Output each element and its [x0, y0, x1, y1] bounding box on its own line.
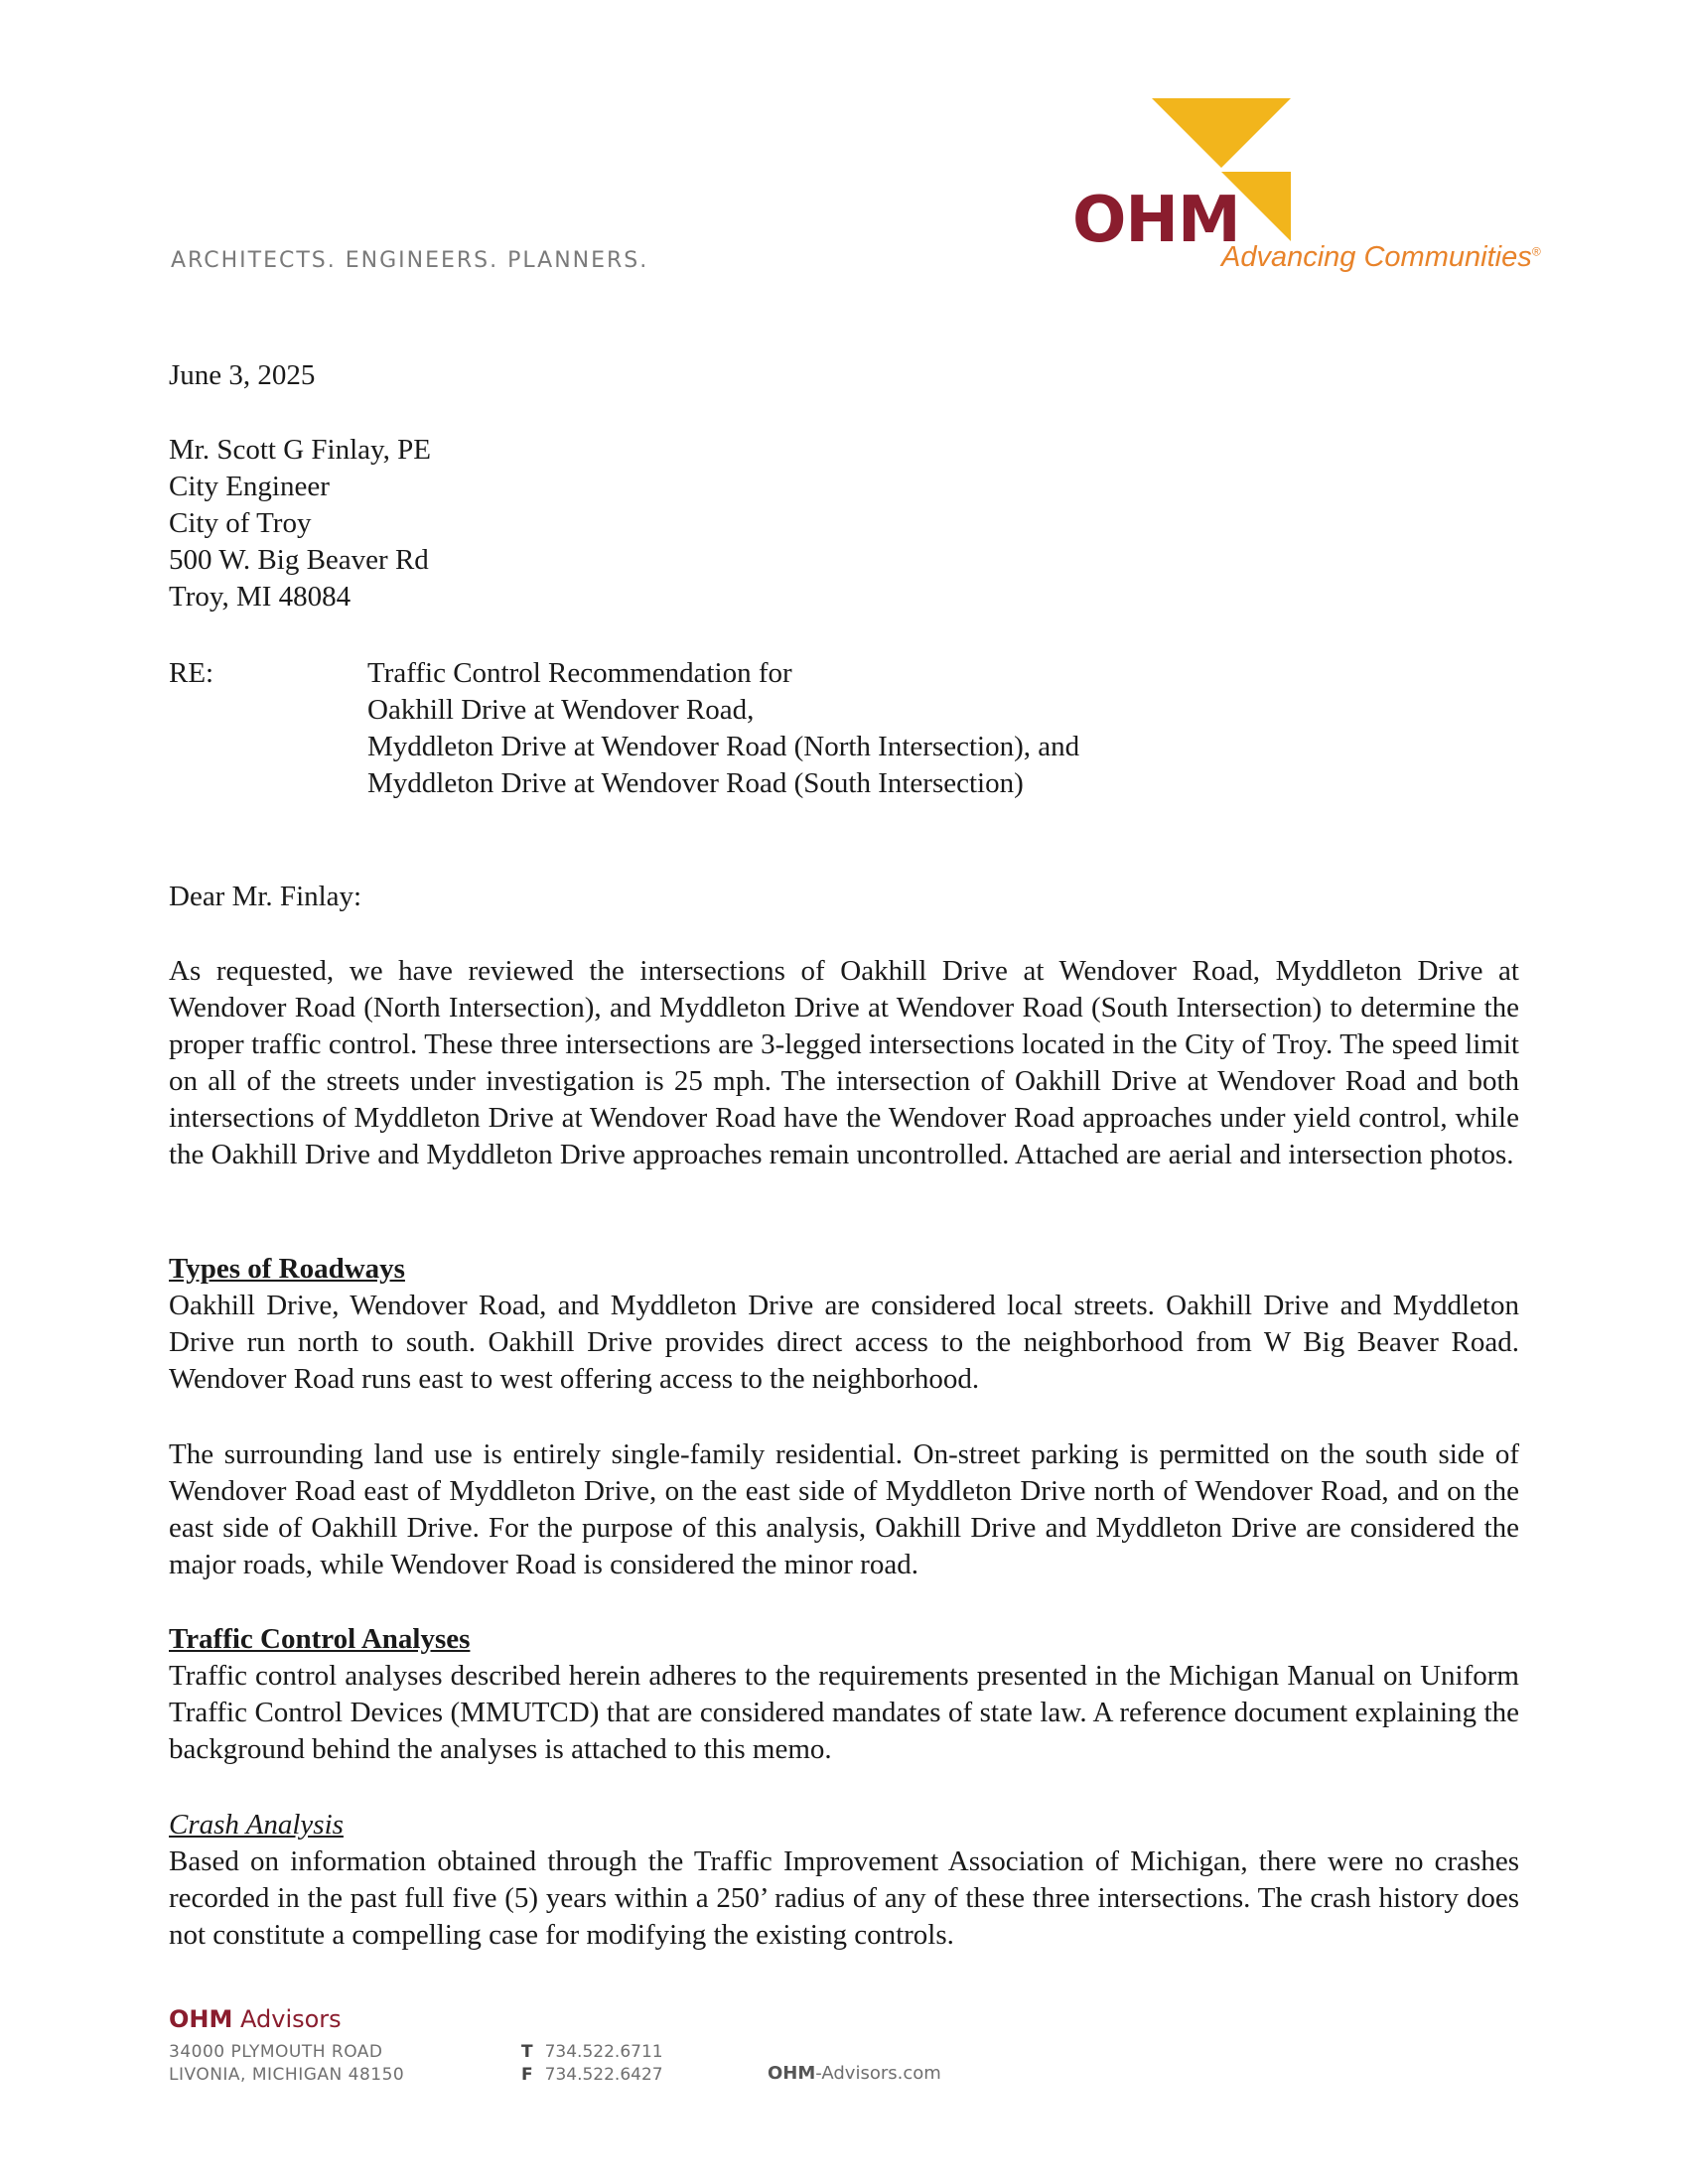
footer-fax: F 734.522.6427 — [521, 2065, 663, 2085]
re-line: Oakhill Drive at Wendover Road, — [367, 694, 755, 726]
roadways-paragraph: Oakhill Drive, Wendover Road, and Myddleton Drive are considered local streets. Oakhill Drive and Myddleton Drive run north to south. Oakhill Drive provides direct access to the neighborhood from W Big Beaver Road. Wendover Road runs east to west offering access to the neighborhood. — [169, 1290, 1519, 1395]
letter-date: June 3, 2025 — [169, 359, 316, 391]
land-use-paragraph: The surrounding land use is entirely single-family residential. On-street parking is permitted on the south side of Wendover Road east of Myddleton Drive, on the east side of Myddleton Drive north of Wendover Road, and on the east side of Oakhill Drive. For the purpose of this analysis, Oakhill Drive and Myddleton Drive are considered the major roads, while Wendover Road is considered the minor road. — [169, 1438, 1519, 1580]
logo-tagline: Advancing Communities® — [1221, 241, 1541, 273]
re-line: Traffic Control Recommendation for — [367, 657, 792, 689]
section-heading-types-of-roadways: Types of Roadways — [169, 1253, 405, 1285]
footer-phone: T 734.522.6711 — [521, 2042, 663, 2062]
salutation: Dear Mr. Finlay: — [169, 881, 362, 912]
ohm-logo — [1072, 94, 1539, 293]
re-label: RE: — [169, 657, 214, 689]
re-subject — [367, 655, 1079, 802]
footer-address-line: LIVONIA, MICHIGAN 48150 — [169, 2065, 405, 2085]
recipient-address — [169, 432, 431, 615]
logo-wordmark: OHM — [1072, 184, 1240, 257]
recipient-line: 500 W. Big Beaver Rd — [169, 544, 429, 576]
footer-company-name: OHM Advisors — [169, 2005, 342, 2033]
company-tagline: ARCHITECTS. ENGINEERS. PLANNERS. — [171, 248, 649, 273]
footer-address — [169, 2041, 404, 2087]
recipient-line: Troy, MI 48084 — [169, 581, 352, 613]
recipient-line: Mr. Scott G Finlay, PE — [169, 434, 431, 466]
recipient-line: City of Troy — [169, 507, 312, 539]
crash-paragraph: Based on information obtained through the Traffic Improvement Association of Michigan, there were no crashes recorded in the past full five (5) years within a 250’ radius of any of these three intersections. The crash history does not constitute a compelling case for modifying the existing controls. — [169, 1845, 1519, 1951]
footer-address-line: 34000 PLYMOUTH ROAD — [169, 2042, 383, 2062]
re-line: Myddleton Drive at Wendover Road (South Intersection) — [367, 767, 1024, 799]
footer-contact — [521, 2041, 663, 2087]
subsection-heading-crash-analysis: Crash Analysis — [169, 1809, 344, 1841]
re-line: Myddleton Drive at Wendover Road (North Intersection), and — [367, 731, 1080, 762]
section-heading-traffic-control-analyses: Traffic Control Analyses — [169, 1623, 471, 1655]
footer-website-link[interactable]: OHM-Advisors.com — [768, 2063, 941, 2084]
intro-paragraph: As requested, we have reviewed the intersections of Oakhill Drive at Wendover Road, Myddleton Drive at Wendover Road (North Intersection), and Myddleton Drive at Wendover Road (South Intersection) to determine the proper traffic control. These three intersections are 3-legged intersections located in the City of Troy. The speed limit on all of the streets under investigation is 25 mph. The intersection of Oakhill Drive at Wendover Road and both intersections of Myddleton Drive at Wendover Road have the Wendover Road approaches under yield control, while the Oakhill Drive and Myddleton Drive approaches remain uncontrolled. Attached are aerial and intersection photos. — [169, 955, 1519, 1170]
recipient-line: City Engineer — [169, 471, 330, 502]
analyses-paragraph: Traffic control analyses described herein adheres to the requirements presented in the Michigan Manual on Uniform Traffic Control Devices (MMUTCD) that are considered mandates of state law. A reference document explaining the background behind the analyses is attached to this memo. — [169, 1660, 1519, 1765]
